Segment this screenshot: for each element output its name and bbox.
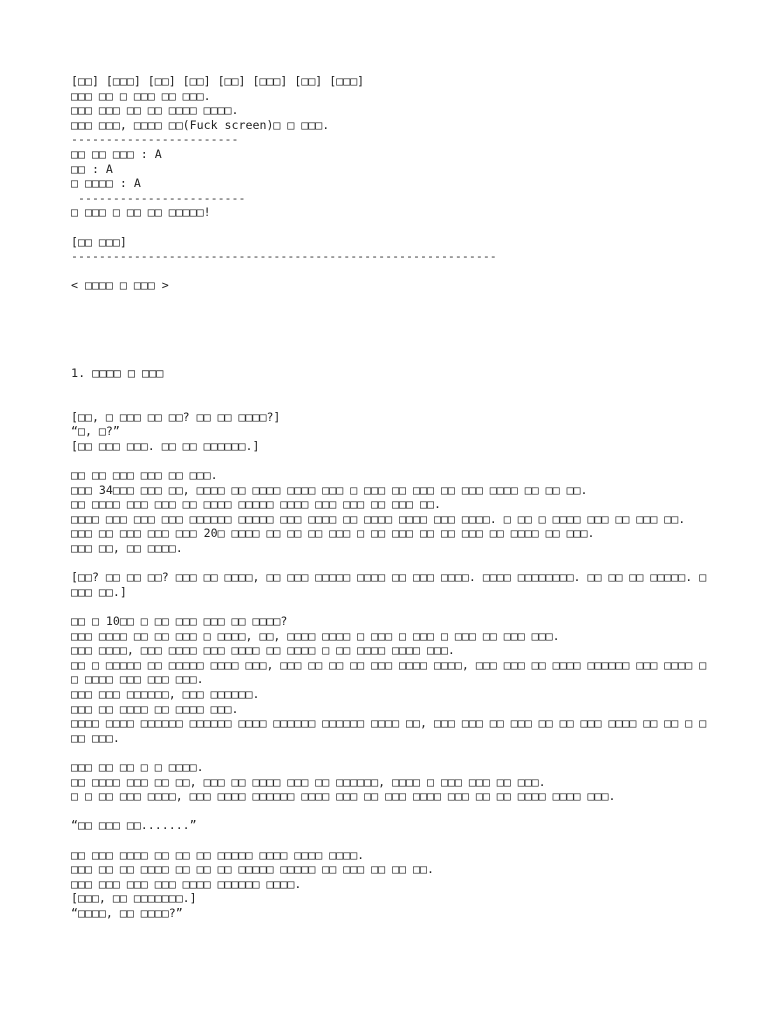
rating-line: □ □□□□ : A xyxy=(71,176,141,191)
paragraph-line: “□□□□, □□ □□□□?” xyxy=(71,905,183,920)
paragraph-line: [□□ □□□ □□□. □□ □□ □□□□□□.] xyxy=(71,438,260,453)
paragraph-line: □□□ □□ □□ □ □ □□□□. xyxy=(71,759,204,774)
paragraph-line: [□□? □□ □□ □□? □□□ □□ □□□□, □□ □□□ □□□□□ □□□□ □□ □□□ □□□□. □□□□ □□□□□□□□. □□ □□ □□ □□□□□. □□□□ □□.] xyxy=(71,570,707,599)
paragraph-line: “□□ □□□ □□.......” xyxy=(71,818,197,833)
paragraph-line: □ □ □□ □□□ □□□□, □□□ □□□□ □□□□□□ □□□□ □□□ □□ □□□ □□□□ □□□ □□ □□ □□□□ □□□□ □□□. xyxy=(71,789,616,804)
paragraph-line: □□ □ □□□□□ □□ □□□□□ □□□□ □□□, □□□ □□ □□ □□ □□□ □□□□ □□□□, □□□ □□□ □□ □□□□ □□□□□□ □□□ □□□□ □□ □□□□ □□□ □□□ □□□. xyxy=(71,657,707,687)
paragraph-line: □□ □□□□ □□□ □□ □□, □□□ □□ □□□□ □□□ □□ □□□□□□, □□□□ □ □□□ □□□ □□ □□□. xyxy=(71,774,546,789)
paragraph-line: □□□ □□, □□ □□□□. xyxy=(71,541,183,556)
chapter-heading: 1. □□□□ □ □□□ xyxy=(71,365,164,380)
intro-line: □□□ □□ □ □□□ □□ □□□. xyxy=(71,88,211,103)
tag-list: [□□] [□□□] [□□] [□□] [□□] [□□□] [□□] [□□□] xyxy=(71,74,365,88)
paragraph-line: □□□ □□ □□□□ □□ □□□□ □□□. xyxy=(71,701,239,716)
divider: ------------------------ xyxy=(71,132,239,147)
rating-line: □□ □□ □□□ : A xyxy=(71,146,162,161)
chapter-body xyxy=(71,410,711,921)
document-page xyxy=(71,74,711,920)
paragraph-line: “□, □?” xyxy=(71,424,120,439)
rating-line: □□ : A xyxy=(71,161,113,176)
paragraph-line: □□□ □□ □□□ □□□ □□□ 20□ □□□□ □□ □□ □□ □□□ □ □□ □□□ □□ □□ □□□ □□ □□□□ □□ □□□. xyxy=(71,526,595,541)
paragraph-line: □□□ □□□ □□□□□□, □□□ □□□□□□. xyxy=(71,686,260,701)
paragraph-line: □□ □□□ □□□□ □□ □□ □□ □□□□□ □□□□ □□□□ □□□□. xyxy=(71,847,365,862)
section-divider: ------------------------------------------------------------- xyxy=(71,249,497,264)
paragraph-line: □□□ □□□□, □□□ □□□□ □□□ □□□□ □□ □□□□ □ □□ □□□□ □□□□ □□□. xyxy=(71,643,455,658)
section-label: [□□ □□□] xyxy=(71,234,127,249)
paragraph-line: □□□ □□□ □□□ □□□ □□□□ □□□□□□ □□□□. xyxy=(71,876,302,891)
intro-line: □□□ □□□ □□ □□ □□□□ □□□□. xyxy=(71,103,239,118)
paragraph-line: □□ □□□□ □□□ □□□ □□ □□□□ □□□□□ □□□□ □□□ □□□ □□ □□□ □□. xyxy=(71,497,441,512)
paragraph-line: □□□□ □□□□ □□□□□□ □□□□□□ □□□□ □□□□□□ □□□□□□ □□□□ □□, □□□ □□□ □□ □□□ □□ □□ □□□ □□□□ □□ □□ □ □□□ □□□. xyxy=(71,716,707,745)
paragraph-line: [□□□, □□ □□□□□□□.] xyxy=(71,891,197,906)
paragraph-line: □□ □□ □□□ □□□ □□ □□□. xyxy=(71,468,218,483)
divider: ------------------------ xyxy=(71,190,246,205)
paragraph-line: □□ □ 10□□ □ □□ □□□ □□□ □□ □□□□? xyxy=(71,614,288,628)
paragraph-line: □□□ 34□□□ □□□ □□, □□□□ □□ □□□□ □□□□ □□□ □ □□□ □□ □□□ □□ □□□ □□□□ □□ □□ □□. xyxy=(71,482,588,497)
paragraph-line: □□□ □□□□ □□ □□ □□□ □ □□□□, □□, □□□□ □□□□ □ □□□ □ □□□ □ □□□ □□ □□□ □□□. xyxy=(71,628,560,643)
exclaim-line: □ □□□ □ □□ □□ □□□□□! xyxy=(71,205,211,220)
intro-line: □□□ □□□, □□□□ □□(Fuck screen)□ □ □□□. xyxy=(71,117,330,132)
paragraph-line: □□□ □□ □□ □□□□ □□ □□ □□ □□□□□ □□□□□ □□ □□□ □□ □□ □□. xyxy=(71,862,434,877)
work-title: < □□□□ □ □□□ > xyxy=(71,278,169,293)
paragraph-line: □□□□ □□□ □□□ □□□ □□□□□□ □□□□□ □□□ □□□□ □□ □□□□ □□□□ □□□ □□□□. □ □□ □ □□□□ □□□ □□ □□□ □□. xyxy=(71,511,686,526)
paragraph-line: [□□, □ □□□ □□ □□? □□ □□ □□□□?] xyxy=(71,409,281,424)
